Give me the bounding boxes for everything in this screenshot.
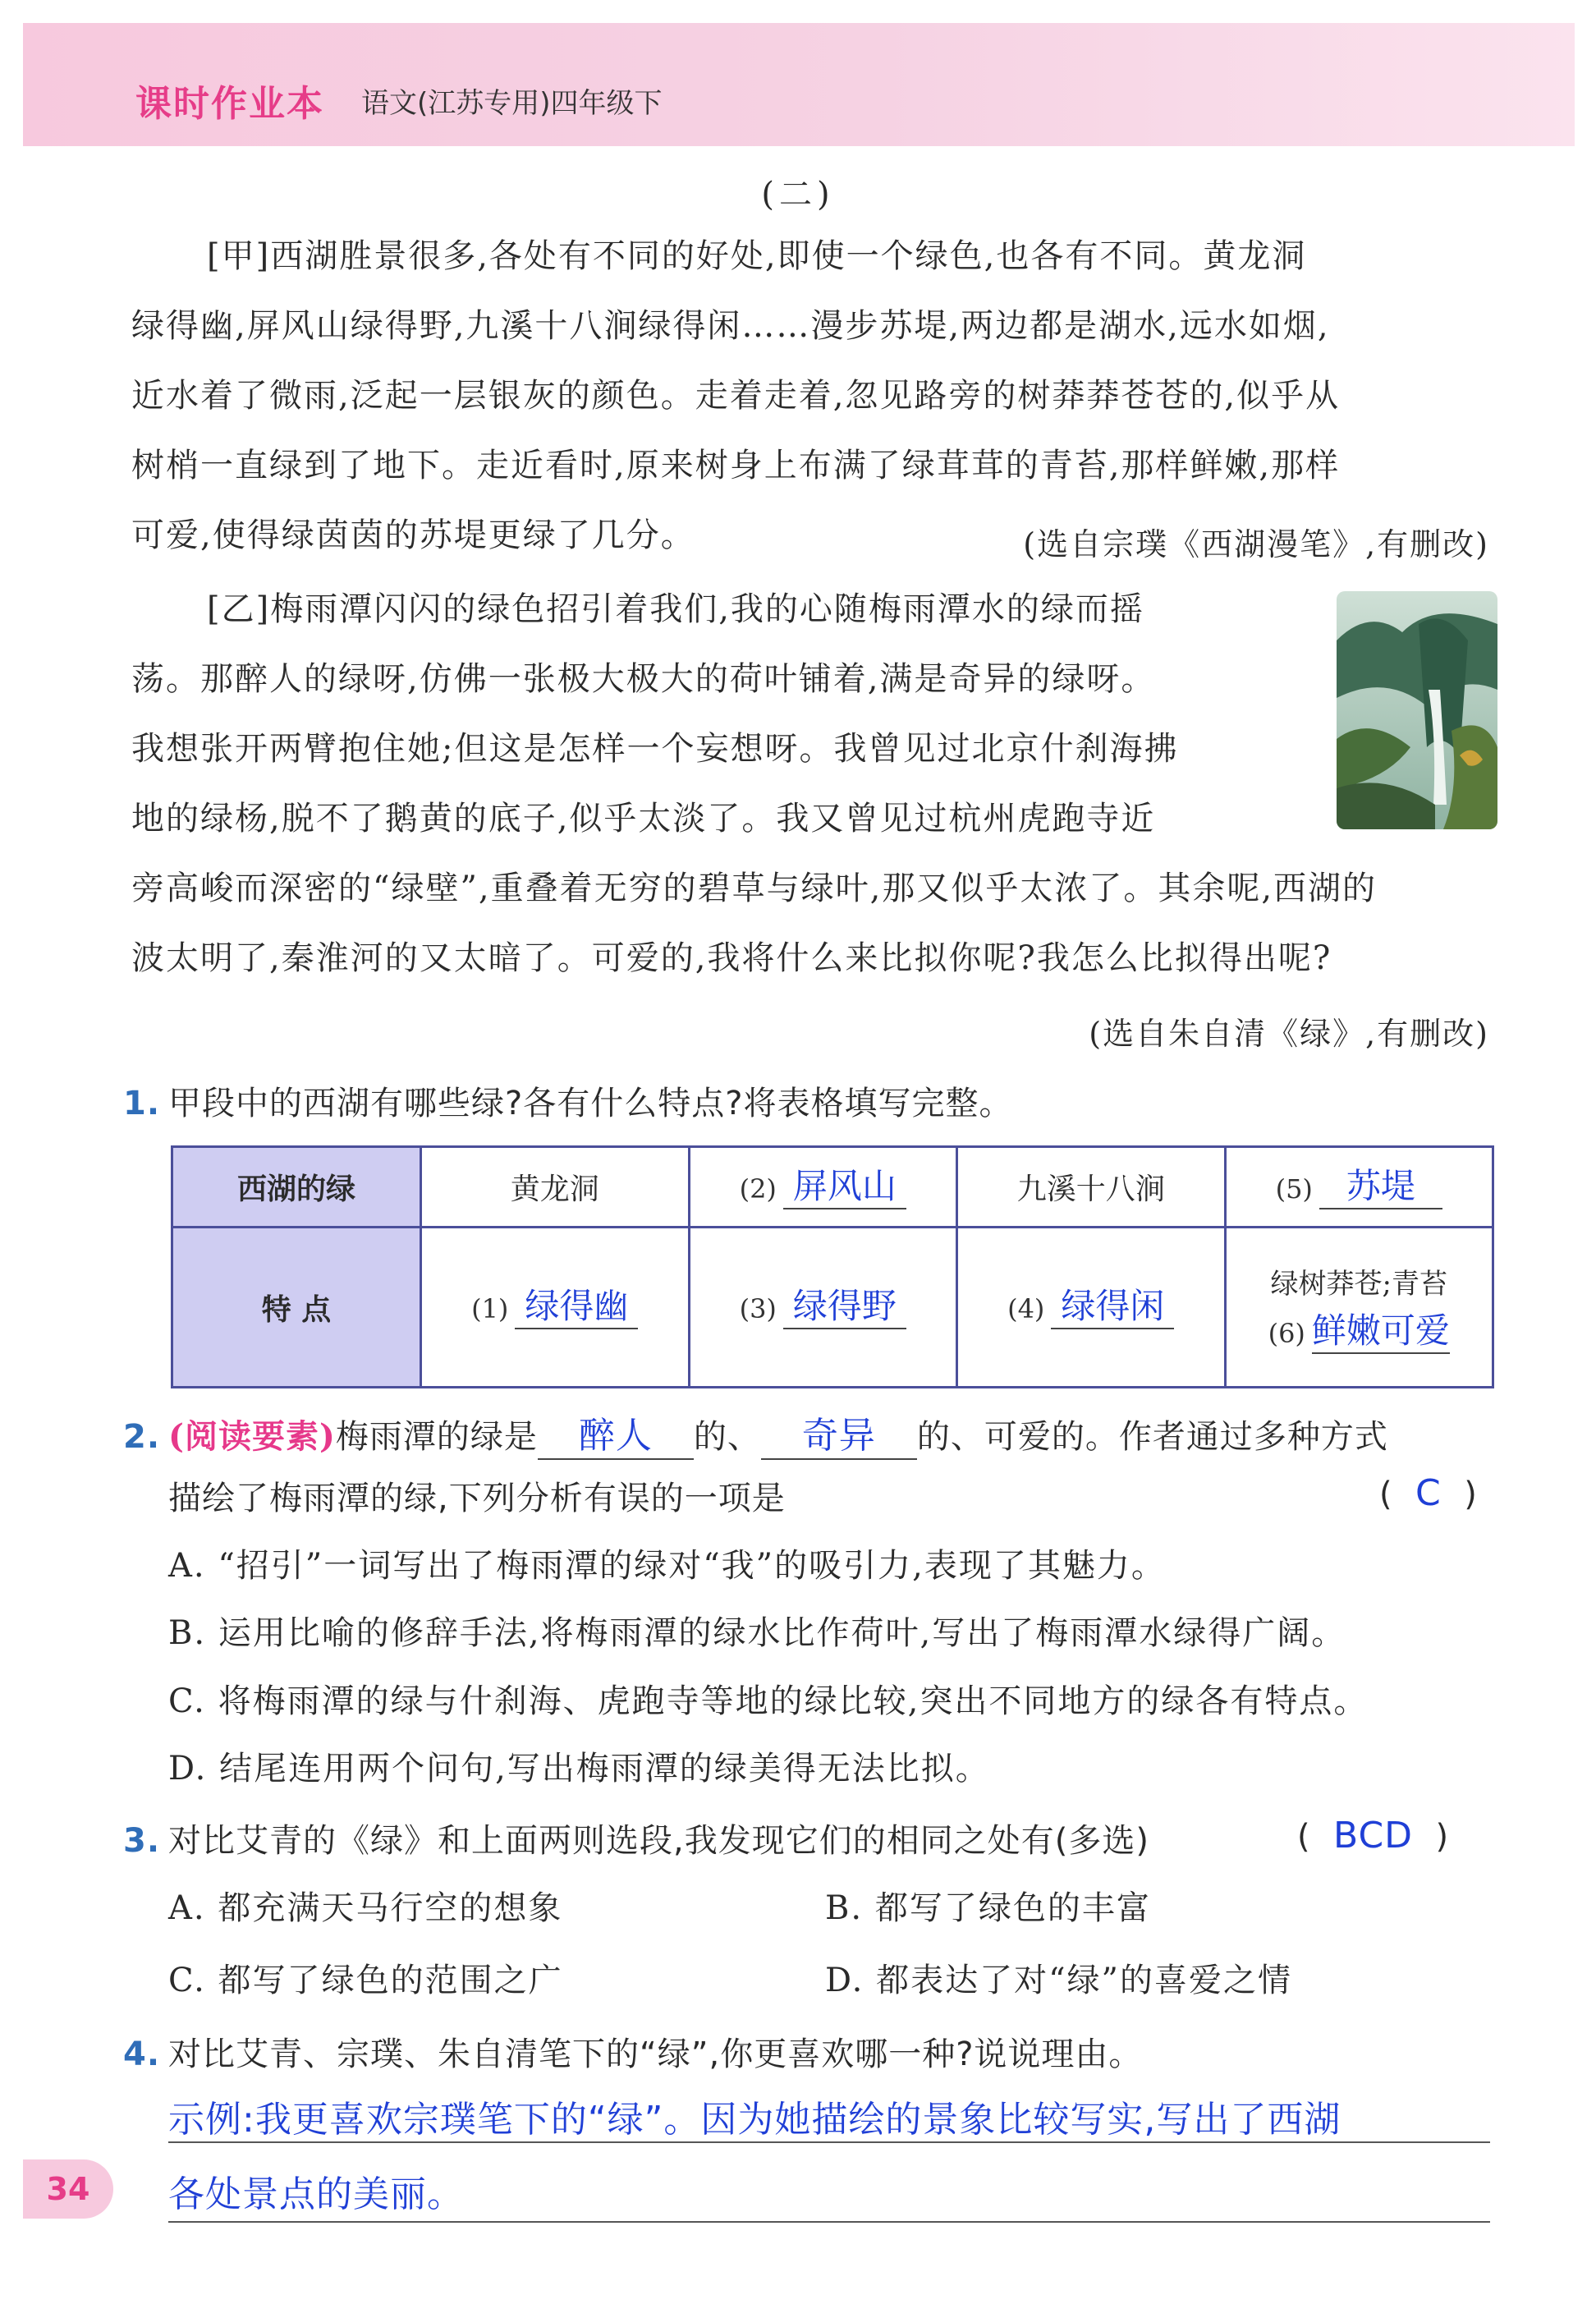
question-number: 3.	[123, 1822, 161, 1860]
answer-paren: ( BCD )	[1297, 1815, 1450, 1857]
question-3	[123, 1815, 1149, 1861]
passage-line: 可爱,使得绿茵茵的苏堤更绿了几分。	[131, 516, 695, 554]
option-b: B. 都写了绿色的丰富	[825, 1889, 1151, 1927]
passage-line: 近水着了微雨,泛起一层银灰的颜色。走着走着,忽见路旁的树莽莽苍苍的,似乎从	[131, 377, 1341, 415]
choice-answer[interactable]: C	[1415, 1472, 1442, 1514]
source-yi: (选自朱自清《绿》,有删改)	[1089, 1016, 1489, 1052]
question-text: 对比艾青的《绿》和上面两则选段,我发现它们的相同之处有(多选)	[168, 1822, 1149, 1860]
answer-line-2[interactable]: 各处景点的美丽。	[168, 2173, 464, 2215]
reading-element-tag: (阅读要素)	[168, 1417, 336, 1456]
question-2-line2: 描绘了梅雨潭的绿,下列分析有误的一项是	[168, 1480, 786, 1517]
passage-line: 荡。那醉人的绿呀,仿佛一张极大极大的荷叶铺着,满是奇异的绿呀。	[131, 660, 1156, 698]
passage-line: [甲]西湖胜景很多,各处有不同的好处,即使一个绿色,也各有不同。黄龙洞	[207, 237, 1307, 275]
question-number: 2.	[123, 1418, 161, 1456]
passage-line: 旁高峻而深密的“绿壁”,重叠着无穷的碧草与绿叶,那又似乎太浓了。其余呢,西湖的	[131, 870, 1378, 907]
passage-line: 地的绿杨,脱不了鹅黄的底子,似乎太淡了。我又曾见过杭州虎跑寺近	[131, 800, 1156, 838]
writing-line	[168, 2221, 1490, 2223]
answer-paren: ( C )	[1379, 1472, 1478, 1514]
question-number: 4.	[123, 2036, 161, 2073]
passage-label: [乙]	[207, 590, 271, 628]
question-2: 2. (阅读要素)梅雨潭的绿是 醉人 的、 奇异 的、可爱的。作者通过多种方式	[123, 1406, 1388, 1460]
table-cell: 黄龙洞	[421, 1147, 690, 1228]
passage-line: 波太明了,秦淮河的又太暗了。可爱的,我将什么来比拟你呢?我怎么比拟得出呢?	[131, 939, 1332, 977]
question-4	[123, 2028, 1142, 2075]
option-c: C. 将梅雨潭的绿与什刹海、虎跑寺等地的绿比较,突出不同地方的绿各有特点。	[168, 1682, 1369, 1720]
passage-label: [甲]	[207, 237, 271, 275]
source-jia: (选自宗璞《西湖漫笔》,有删改)	[1023, 526, 1489, 562]
passage-yi	[131, 575, 1494, 994]
table-cell: (1) 绿得幽	[421, 1228, 690, 1388]
answer-field[interactable]: 醉人	[538, 1406, 694, 1460]
table-cell: 九溪十八涧	[957, 1147, 1226, 1228]
table-cell: (5) 苏堤	[1225, 1147, 1493, 1228]
table-row-header: 西湖的绿	[172, 1147, 421, 1228]
option-d: D. 结尾连用两个问句,写出梅雨潭的绿美得无法比拟。	[168, 1750, 990, 1788]
passage-line: 我想张开两臂抱住她;但这是怎样一个妄想呀。我曾见过北京什刹海拂	[131, 730, 1179, 768]
option-c: C. 都写了绿色的范围之广	[168, 1962, 563, 1999]
choice-answer[interactable]: BCD	[1333, 1815, 1414, 1857]
answer-field[interactable]: 绿得闲	[1051, 1285, 1174, 1329]
passage-line: 树梢一直绿到了地下。走近看时,原来树身上布满了绿茸茸的青苔,那样鲜嫩,那样	[131, 447, 1341, 484]
question-1	[123, 1077, 1013, 1124]
section-title: (二)	[761, 176, 835, 213]
option-a: A. “招引”一词写出了梅雨潭的绿对“我”的吸引力,表现了其魅力。	[168, 1547, 1166, 1585]
answer-field[interactable]: 绿得幽	[515, 1285, 638, 1329]
answer-field[interactable]: 绿得野	[783, 1285, 906, 1329]
option-a: A. 都充满天马行空的想象	[168, 1889, 563, 1927]
table-cell: (3) 绿得野	[689, 1228, 957, 1388]
table-cell: (2) 屏风山	[689, 1147, 957, 1228]
answer-line-1[interactable]: 示例:我更喜欢宗璞笔下的“绿”。因为她描绘的景象比较写实,写出了西湖	[168, 2099, 1341, 2141]
table-cell: 绿树莽苍;青苔 (6) 鲜嫩可爱	[1225, 1228, 1493, 1388]
option-b: B. 运用比喻的修辞手法,将梅雨潭的绿水比作荷叶,写出了梅雨潭水绿得广阔。	[168, 1614, 1346, 1652]
table-row-header: 特 点	[172, 1228, 421, 1388]
answer-field[interactable]: 鲜嫩可爱	[1312, 1310, 1450, 1354]
option-d: D. 都表达了对“绿”的喜爱之情	[825, 1962, 1292, 1999]
answer-field[interactable]: 苏堤	[1319, 1165, 1442, 1209]
header-subtitle: 语文(江苏专用)四年级下	[361, 87, 663, 120]
page-number: 34	[23, 2159, 113, 2219]
table-cell: (4) 绿得闲	[957, 1228, 1226, 1388]
question-number: 1.	[123, 1085, 161, 1122]
passage-line: 绿得幽,屏风山绿得野,九溪十八涧绿得闲……漫步苏堤,两边都是湖水,远水如烟,	[131, 307, 1330, 345]
header-title: 课时作业本	[135, 83, 324, 125]
waterfall-painting	[1337, 591, 1497, 829]
green-table	[171, 1145, 1494, 1388]
answer-field[interactable]: 奇异	[761, 1406, 917, 1460]
question-text: 甲段中的西湖有哪些绿?各有什么特点?将表格填写完整。	[168, 1085, 1013, 1122]
question-text: 对比艾青、宗璞、朱自清笔下的“绿”,你更喜欢哪一种?说说理由。	[168, 2036, 1143, 2073]
writing-line	[168, 2141, 1490, 2143]
answer-field[interactable]: 屏风山	[783, 1165, 906, 1209]
passage-line: [乙]梅雨潭闪闪的绿色招引着我们,我的心随梅雨潭水的绿而摇	[207, 590, 1144, 628]
